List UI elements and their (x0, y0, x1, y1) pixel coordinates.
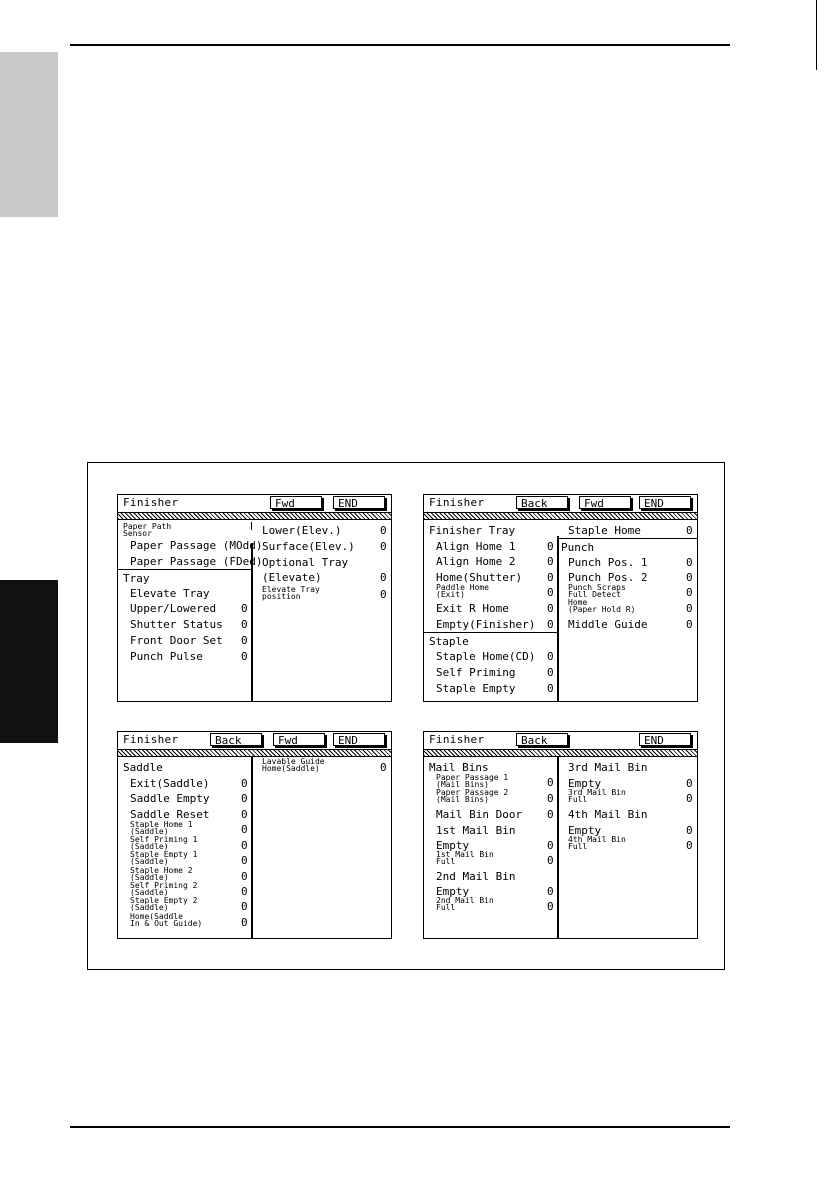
sensor-item[interactable]: Front Door Set (130, 634, 223, 647)
section-label: Staple (429, 635, 469, 648)
fwd-button[interactable]: Fwd (273, 733, 325, 746)
sensor-item[interactable]: Paddle Home (436, 583, 489, 592)
screen-finisher-1 (117, 494, 392, 702)
sensor-value: 0 (686, 602, 693, 615)
sensor-item: 3rd Mail Bin (568, 761, 648, 774)
sensor-item-sub: In & Out Guide) (130, 919, 203, 928)
sensor-item[interactable]: Paper Passage 2 (436, 788, 509, 797)
sensor-value: 0 (547, 776, 554, 789)
title-bar (118, 732, 391, 750)
fwd-button[interactable]: Fwd (270, 496, 322, 509)
sensor-value: 0 (686, 824, 693, 837)
sensor-item: 2nd Mail Bin (436, 870, 516, 883)
sensor-value: 0 (547, 854, 554, 867)
sensor-value: 0 (686, 618, 693, 631)
sensor-item[interactable]: Empty (568, 824, 602, 837)
sensor-item-sub: (Saddle) (130, 873, 169, 882)
sensor-item[interactable]: Staple Home 1 (130, 820, 193, 829)
sensor-item[interactable]: (Elevate) (262, 571, 322, 584)
sensor-value: 0 (547, 808, 554, 821)
sensor-item-sub: (Paper Hold R) (568, 605, 636, 614)
back-button[interactable]: Back (516, 733, 568, 746)
sensor-item[interactable]: Paper Passage (FDed) (130, 555, 263, 568)
sensor-item[interactable]: Align Home 2 (436, 555, 516, 568)
sensor-value: 0 (547, 666, 554, 679)
sensor-item[interactable]: Empty(Finisher) (436, 618, 536, 631)
sensor-value: 0 (241, 900, 248, 913)
sensor-item[interactable]: Shutter Status (130, 618, 223, 631)
sensor-item[interactable]: Empty (436, 885, 470, 898)
section-label: Mail Bins (429, 761, 489, 774)
section-separator (118, 569, 252, 570)
back-button[interactable]: Back (516, 496, 568, 509)
screen-finisher-3 (117, 731, 392, 939)
section-label: Saddle (123, 761, 163, 774)
title-bar (424, 732, 697, 750)
sensor-value: 0 (241, 650, 248, 663)
sensor-item[interactable]: Exit(Saddle) (130, 777, 210, 790)
sensor-item[interactable]: 2nd Mail Bin (436, 896, 494, 905)
sensor-value: 0 (547, 540, 554, 553)
column-divider (557, 757, 559, 938)
section-separator (424, 632, 558, 633)
sensor-value: 0 (380, 761, 387, 774)
sensor-item[interactable]: Self Priming 2 (130, 881, 198, 890)
sensor-item-sub: (Saddle) (130, 857, 169, 866)
sensor-item[interactable]: Punch Scraps (568, 583, 626, 592)
sensor-value: 0 (547, 900, 554, 913)
sensor-item[interactable]: Saddle Reset (130, 808, 210, 821)
sensor-value: 0 (241, 602, 248, 615)
sensor-item[interactable]: Paper Passage (MOdd) (130, 539, 263, 552)
sensor-value: 0 (547, 571, 554, 584)
sensor-item[interactable]: Elevate Tray (130, 587, 210, 600)
screen-title: Finisher (429, 496, 485, 509)
sensor-value: 0 (241, 618, 248, 631)
chapter-tab-light (0, 52, 58, 217)
sensor-value: 0 (686, 777, 693, 790)
sensor-item[interactable]: Exit R Home (436, 602, 509, 615)
sensor-item[interactable]: Align Home 1 (436, 540, 516, 553)
sensor-value: 0 (547, 555, 554, 568)
figure-frame (87, 462, 725, 970)
sensor-item-sub: (Mail Bins) (436, 795, 489, 804)
sensor-item[interactable]: Upper/Lowered (130, 602, 217, 615)
sensor-item-sub: (Exit) (436, 590, 465, 599)
sensor-value: 0 (241, 885, 248, 898)
sensor-value: 0 (547, 682, 554, 695)
sensor-value: 0 (380, 571, 387, 584)
section-separator (557, 538, 698, 539)
section-label: Sensor (123, 529, 152, 538)
title-hatch (118, 513, 391, 520)
sensor-item[interactable]: Empty (436, 839, 470, 852)
crop-mark (816, 0, 817, 70)
footer-rule (70, 1126, 730, 1128)
sensor-item[interactable]: Punch Pos. 1 (568, 556, 648, 569)
sensor-item-sub: (Saddle) (130, 827, 169, 836)
sensor-item[interactable]: Self Priming 1 (130, 835, 198, 844)
sensor-item[interactable]: Punch Pulse (130, 650, 203, 663)
sensor-value: 0 (686, 524, 693, 537)
sensor-item[interactable]: Middle Guide (568, 618, 648, 631)
screen-title: Finisher (123, 496, 179, 509)
sensor-item-sub: Full (436, 903, 456, 912)
sensor-item[interactable]: Staple Empty 2 (130, 896, 198, 905)
sensor-value: 0 (686, 839, 693, 852)
sensor-item-sub: Full (568, 795, 588, 804)
sensor-value: 0 (241, 808, 248, 821)
sensor-value: 0 (547, 618, 554, 631)
sensor-value: 0 (241, 792, 248, 805)
fwd-button[interactable]: Fwd (579, 496, 631, 509)
title-bar (118, 495, 391, 513)
sensor-item[interactable]: Staple Home (568, 524, 641, 537)
sensor-value: 0 (380, 524, 387, 537)
sensor-item-sub: position (262, 592, 301, 601)
sensor-item-sub: (Mail Bins) (436, 780, 489, 789)
sensor-item-sub: (Saddle) (130, 903, 169, 912)
sensor-value: 0 (547, 792, 554, 805)
sensor-item[interactable]: Elevate Tray (262, 585, 320, 594)
title-hatch (424, 513, 697, 520)
sensor-item: 4th Mail Bin (568, 808, 648, 821)
sensor-value: 0 (547, 885, 554, 898)
sensor-item[interactable]: Staple Home(CD) (436, 650, 536, 663)
sensor-item[interactable]: Saddle Empty (130, 792, 210, 805)
sensor-value: 0 (241, 870, 248, 883)
sensor-value: 0 (241, 634, 248, 647)
sensor-item[interactable]: Lower(Elev.) (262, 524, 342, 537)
end-button[interactable]: END (333, 496, 385, 509)
sensor-item: 1st Mail Bin (436, 824, 516, 837)
sensor-item[interactable]: Empty (568, 777, 602, 790)
sensor-item[interactable]: 4th Mail Bin (568, 835, 626, 844)
sensor-value: 0 (241, 854, 248, 867)
screen-title: Finisher (429, 733, 485, 746)
chapter-tab-dark (0, 580, 58, 743)
header-rule (70, 44, 730, 46)
sensor-item[interactable]: 1st Mail Bin (436, 850, 494, 859)
column-divider (251, 757, 253, 938)
column-divider (557, 536, 559, 701)
end-button[interactable]: END (639, 733, 691, 746)
title-hatch (118, 750, 391, 757)
end-button[interactable]: END (333, 733, 385, 746)
back-button[interactable]: Back (210, 733, 262, 746)
sensor-item[interactable]: Home(Saddle (130, 912, 183, 921)
sensor-value: 0 (686, 792, 693, 805)
sensor-item[interactable]: Self Priming (436, 666, 516, 679)
sensor-item[interactable]: Punch Pos. 2 (568, 571, 648, 584)
sensor-item[interactable]: Paper Passage 1 (436, 773, 509, 782)
sensor-value: 0 (241, 823, 248, 836)
sensor-item[interactable]: Surface(Elev.) (262, 540, 355, 553)
sensor-value: 0 (686, 556, 693, 569)
sensor-item-sub: Home(Saddle) (262, 764, 320, 773)
sensor-value: 0 (547, 586, 554, 599)
sensor-item-sub: Full (568, 842, 588, 851)
section-label: Punch (561, 541, 595, 554)
title-bar (424, 495, 697, 513)
screen-finisher-2 (423, 494, 698, 702)
sensor-item[interactable]: Home(Shutter) (436, 571, 523, 584)
sensor-value: 0 (380, 540, 387, 553)
sensor-value: 0 (547, 602, 554, 615)
sensor-value: 0 (686, 586, 693, 599)
screen-finisher-4 (423, 731, 698, 939)
sensor-value: 0 (241, 916, 248, 929)
sensor-item-sub: (Saddle) (130, 888, 169, 897)
sensor-item[interactable]: Home (568, 598, 588, 607)
section-label: Finisher Tray (429, 524, 516, 537)
sensor-item-sub: (Saddle) (130, 842, 169, 851)
sensor-value: 0 (547, 650, 554, 663)
end-button[interactable]: END (639, 496, 691, 509)
sensor-value: 0 (547, 839, 554, 852)
column-divider-tick (251, 522, 252, 530)
sensor-item[interactable]: Staple Empty (436, 682, 516, 695)
sensor-item[interactable]: Staple Empty 1 (130, 850, 198, 859)
sensor-value: 0 (241, 839, 248, 852)
section-label: Paper Path (123, 522, 172, 531)
section-label: Tray (123, 572, 150, 585)
sensor-item[interactable]: Lavable Guide (262, 757, 325, 766)
sensor-item[interactable]: Staple Home 2 (130, 866, 193, 875)
sensor-value: 0 (241, 777, 248, 790)
title-hatch (424, 750, 697, 757)
sensor-item-sub: Full (436, 857, 456, 866)
sensor-item[interactable]: Mail Bin Door (436, 808, 523, 821)
sensor-item[interactable]: Optional Tray (262, 556, 349, 569)
sensor-item-sub: Full Detect (568, 590, 621, 599)
sensor-value: 0 (686, 571, 693, 584)
screen-title: Finisher (123, 733, 179, 746)
sensor-value: 0 (380, 588, 387, 601)
sensor-item[interactable]: 3rd Mail Bin (568, 788, 626, 797)
